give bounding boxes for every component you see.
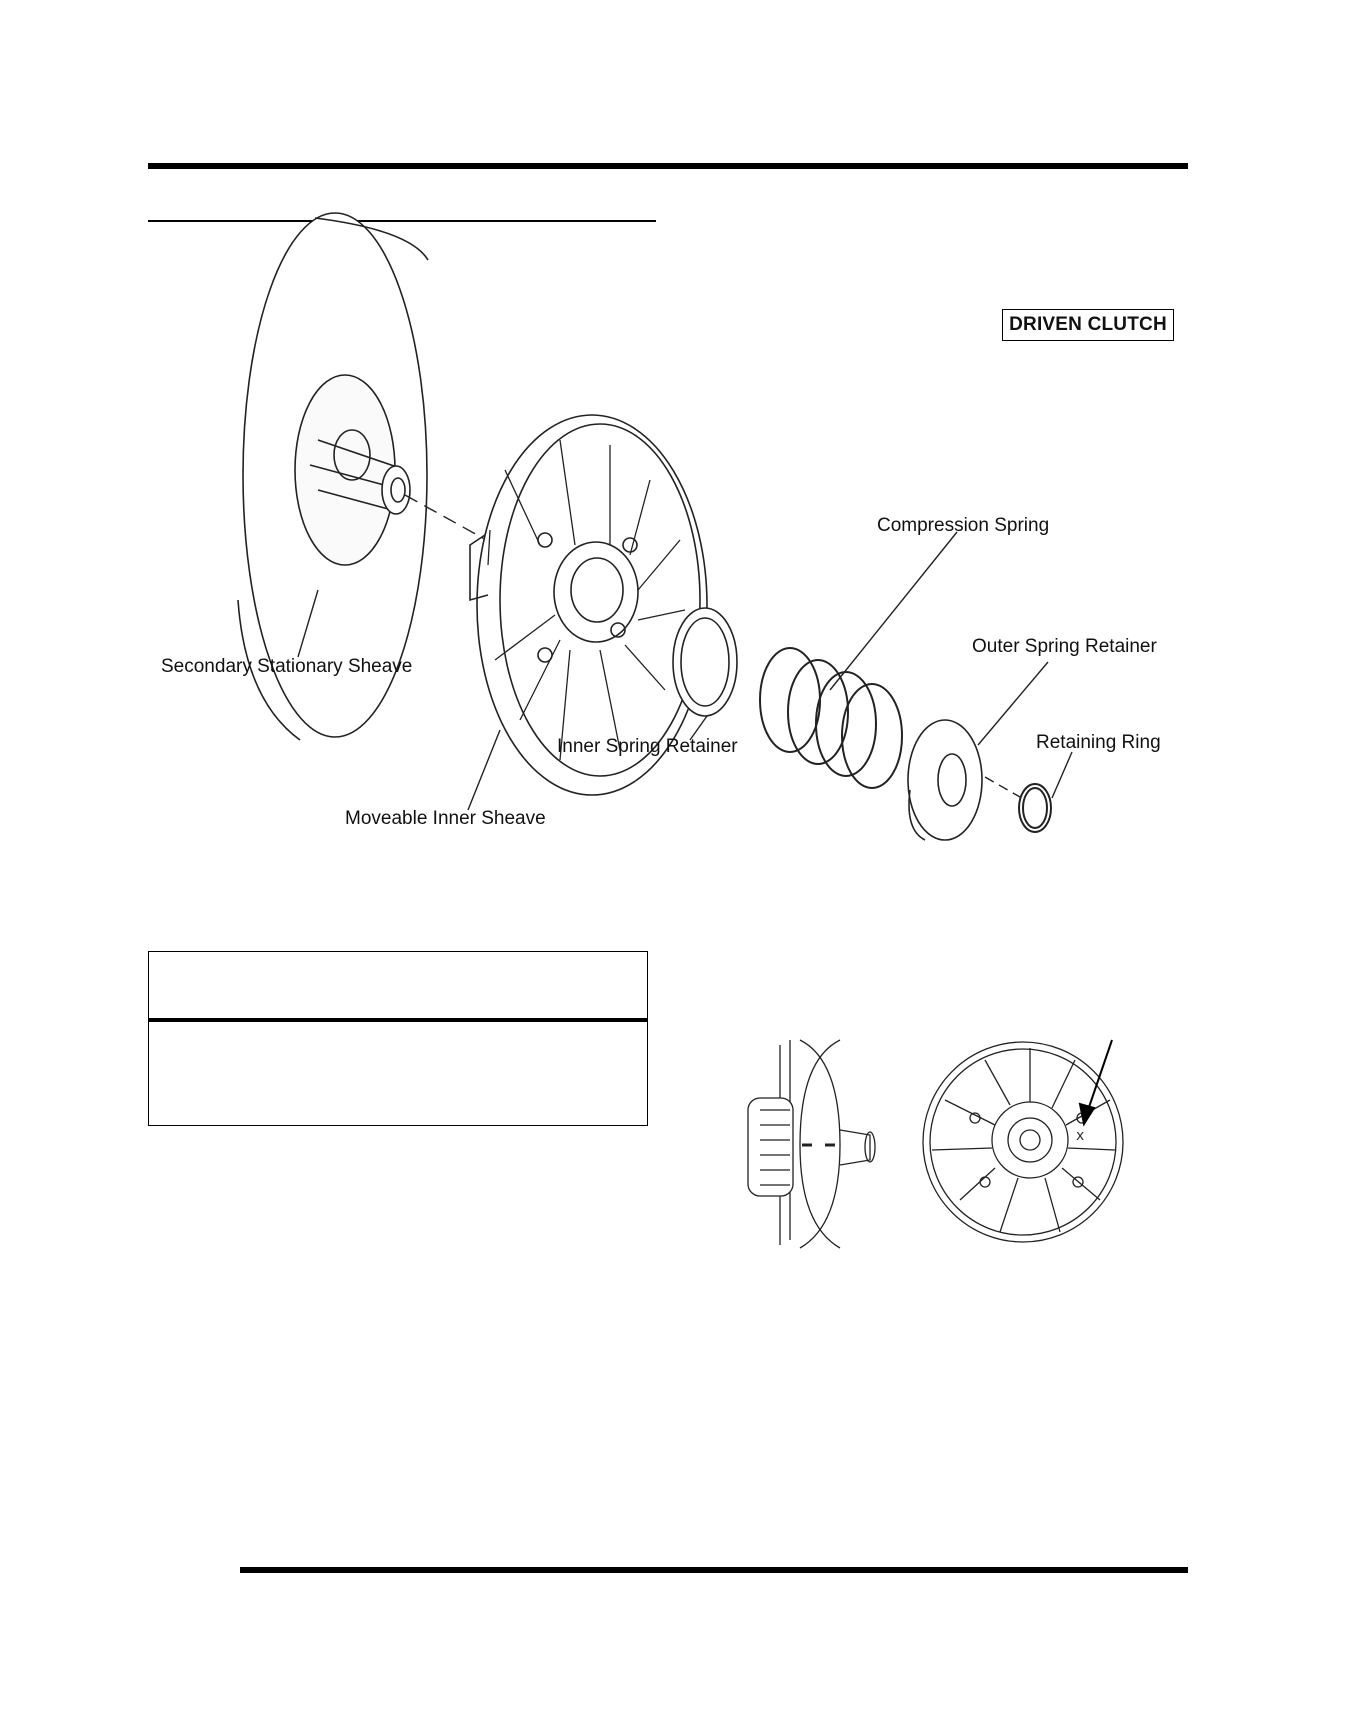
inner-spring-retainer-drawing [673, 608, 737, 716]
label-retaining-ring: Retaining Ring [1036, 732, 1161, 753]
figure-title: DRIVEN CLUTCH [1002, 309, 1174, 341]
label-outer-spring-retainer: Outer Spring Retainer [972, 636, 1157, 657]
x-mark: x [1076, 1128, 1085, 1144]
label-moveable-inner-sheave: Moveable Inner Sheave [345, 808, 546, 829]
label-secondary-stationary-sheave: Secondary Stationary Sheave [161, 656, 413, 677]
label-inner-spring-retainer: Inner Spring Retainer [557, 736, 738, 757]
front-view-drawing [923, 1042, 1123, 1242]
outer-spring-retainer-drawing [908, 720, 982, 840]
note-box-divider [148, 1018, 648, 1022]
retaining-ring-drawing [1019, 784, 1051, 832]
footer-rule [240, 1567, 1188, 1573]
label-compression-spring: Compression Spring [877, 515, 1050, 536]
side-view-drawing [748, 1040, 875, 1248]
note-box [148, 951, 648, 1126]
compression-spring-drawing [760, 648, 902, 788]
